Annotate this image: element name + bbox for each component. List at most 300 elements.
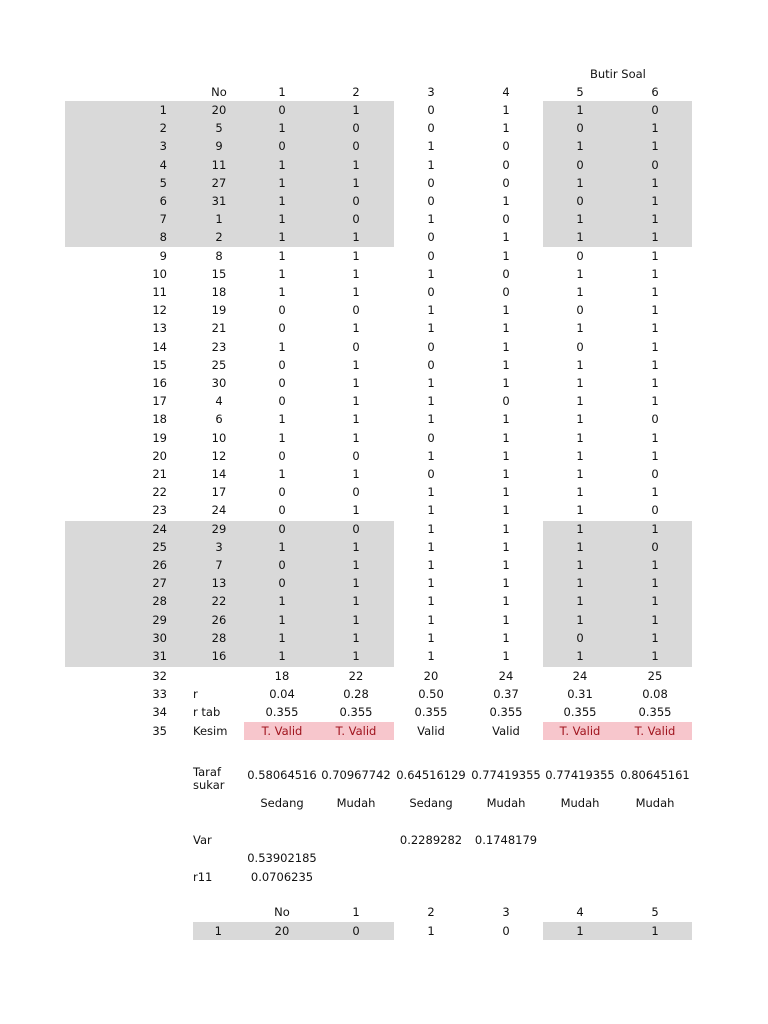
score-cell: 1 bbox=[651, 266, 659, 281]
student-no: 13 bbox=[211, 576, 227, 591]
score-cell: 0 bbox=[427, 175, 435, 190]
row-number: 6 bbox=[159, 194, 167, 208]
score-cell: 1 bbox=[502, 121, 510, 136]
score-cell: 0 bbox=[502, 139, 510, 154]
student-no: 31 bbox=[211, 194, 227, 208]
score-cell: 1 bbox=[576, 503, 584, 518]
score-cell: 1 bbox=[502, 576, 510, 591]
score-cell: 1 bbox=[576, 539, 584, 554]
score-cell: 1 bbox=[576, 430, 584, 445]
row-number: 18 bbox=[152, 412, 167, 427]
row-number: 27 bbox=[152, 576, 167, 591]
score-cell: 0 bbox=[352, 139, 360, 154]
score-cell: 1 bbox=[278, 266, 286, 281]
difficulty-value: 0.77419355 bbox=[545, 768, 615, 782]
score-cell: 1 bbox=[651, 121, 659, 136]
row-number: 28 bbox=[152, 594, 167, 609]
bottom-no-header: No bbox=[274, 905, 290, 919]
score-cell: 1 bbox=[278, 157, 286, 172]
student-no: 6 bbox=[215, 412, 223, 427]
score-cell: 1 bbox=[352, 594, 360, 609]
difficulty-value: 0.64516129 bbox=[396, 768, 466, 782]
score-cell: 1 bbox=[427, 503, 435, 518]
row-number: 3 bbox=[159, 139, 167, 154]
score-cell: 0 bbox=[278, 503, 286, 518]
taraf-label-line1: Taraf bbox=[193, 765, 221, 779]
score-cell: 1 bbox=[352, 503, 360, 518]
row-number: 1 bbox=[159, 103, 167, 117]
difficulty-category: Mudah bbox=[560, 796, 600, 810]
score-cell: 1 bbox=[278, 412, 286, 427]
validity-cell: T. Valid bbox=[634, 724, 676, 738]
score-cell: 1 bbox=[278, 212, 286, 227]
student-no: 27 bbox=[211, 175, 227, 190]
student-no: 30 bbox=[211, 376, 227, 390]
student-no: 24 bbox=[211, 503, 227, 518]
score-cell: 1 bbox=[427, 266, 435, 281]
validity-cell: T. Valid bbox=[335, 724, 377, 738]
score-cell: 0 bbox=[352, 303, 360, 318]
score-cell: 0 bbox=[278, 394, 286, 409]
score-cell: 1 bbox=[651, 448, 659, 463]
score-cell: 0 bbox=[427, 339, 435, 354]
score-cell: 0 bbox=[427, 230, 435, 245]
score-cell: 1 bbox=[502, 521, 510, 536]
butir-soal-header: Butir Soal bbox=[590, 67, 646, 81]
r-value: 0.28 bbox=[343, 687, 369, 701]
score-cell: 1 bbox=[427, 394, 435, 409]
item-number-header: 2 bbox=[352, 85, 360, 99]
student-no: 22 bbox=[211, 594, 227, 609]
score-cell: 1 bbox=[576, 467, 584, 481]
student-no: 21 bbox=[211, 321, 227, 336]
score-cell: 1 bbox=[427, 521, 435, 536]
score-cell: 1 bbox=[352, 412, 360, 427]
row-number: 10 bbox=[152, 266, 167, 281]
r11-value: 0.0706235 bbox=[250, 870, 314, 884]
score-cell: 0 bbox=[576, 630, 584, 645]
student-no: 1 bbox=[215, 212, 223, 227]
no-column-header: No bbox=[211, 85, 227, 99]
score-cell: 0 bbox=[352, 121, 360, 136]
score-cell: 1 bbox=[576, 212, 584, 227]
score-cell: 0 bbox=[502, 212, 510, 227]
score-cell: 0 bbox=[352, 212, 360, 227]
score-cell: 0 bbox=[427, 430, 435, 445]
row-number: 11 bbox=[152, 285, 167, 299]
score-cell: 0 bbox=[352, 448, 360, 463]
rtab-value: 0.355 bbox=[638, 705, 672, 719]
var-sum: 0.53902185 bbox=[247, 851, 317, 865]
score-cell: 1 bbox=[651, 321, 659, 336]
score-cell: 1 bbox=[576, 357, 584, 372]
row-number: 34 bbox=[152, 705, 167, 719]
score-cell: 1 bbox=[278, 175, 286, 190]
row-number: 23 bbox=[152, 503, 167, 518]
rtab-value: 0.355 bbox=[563, 705, 597, 719]
score-cell: 1 bbox=[651, 576, 659, 591]
score-cell: 1 bbox=[576, 558, 584, 572]
score-cell: 1 bbox=[278, 539, 286, 554]
score-cell: 0 bbox=[427, 357, 435, 372]
score-cell: 1 bbox=[502, 339, 510, 354]
item-number-header: 5 bbox=[576, 85, 584, 99]
score-cell: 0 bbox=[576, 157, 584, 172]
score-cell: 1 bbox=[576, 485, 584, 500]
score-cell: 1 bbox=[651, 248, 659, 263]
var-value-3: 0.2289282 bbox=[399, 833, 463, 847]
score-cell: 0 bbox=[651, 412, 659, 427]
score-cell: 1 bbox=[278, 230, 286, 245]
score-cell: 0 bbox=[278, 576, 286, 591]
row-number: 9 bbox=[159, 248, 167, 263]
score-cell: 1 bbox=[651, 357, 659, 372]
student-no: 20 bbox=[211, 103, 227, 117]
score-cell: 1 bbox=[576, 448, 584, 463]
row-number: 7 bbox=[159, 212, 167, 227]
score-cell: 1 bbox=[427, 321, 435, 336]
score-cell: 1 bbox=[427, 303, 435, 318]
student-no: 18 bbox=[211, 285, 227, 299]
score-cell: 1 bbox=[576, 139, 584, 154]
score-cell: 1 bbox=[427, 376, 435, 390]
score-cell: 1 bbox=[651, 485, 659, 500]
score-cell: 1 bbox=[352, 357, 360, 372]
score-cell: 1 bbox=[651, 612, 659, 627]
bottom-item-header: 3 bbox=[502, 905, 510, 919]
row-number: 19 bbox=[152, 430, 167, 445]
score-cell: 1 bbox=[427, 649, 435, 663]
row-number: 24 bbox=[152, 521, 167, 536]
score-cell: 0 bbox=[278, 103, 286, 117]
score-cell: 0 bbox=[502, 266, 510, 281]
kesim-label: Kesim bbox=[193, 724, 228, 738]
rtab-value: 0.355 bbox=[489, 705, 523, 719]
score-cell: 0 bbox=[278, 376, 286, 390]
r-value: 0.50 bbox=[418, 687, 444, 701]
bottom-score-cell: 1 bbox=[576, 924, 584, 938]
score-cell: 1 bbox=[278, 285, 286, 299]
bottom-student-no: 20 bbox=[274, 924, 290, 938]
row-number: 4 bbox=[159, 157, 167, 172]
row-number: 2 bbox=[159, 121, 167, 136]
bottom-score-cell: 1 bbox=[427, 924, 435, 938]
score-cell: 1 bbox=[651, 376, 659, 390]
score-cell: 1 bbox=[502, 485, 510, 500]
rtab-value: 0.355 bbox=[414, 705, 448, 719]
validity-cell: T. Valid bbox=[559, 724, 601, 738]
row-number: 22 bbox=[152, 485, 167, 500]
row-number: 12 bbox=[152, 303, 167, 318]
rtab-label: r tab bbox=[193, 705, 221, 719]
score-cell: 0 bbox=[576, 194, 584, 208]
bottom-score-cell: 0 bbox=[352, 924, 360, 938]
score-cell: 1 bbox=[427, 612, 435, 627]
score-cell: 1 bbox=[352, 630, 360, 645]
score-cell: 0 bbox=[352, 339, 360, 354]
score-cell: 0 bbox=[502, 285, 510, 299]
score-cell: 1 bbox=[651, 430, 659, 445]
difficulty-category: Mudah bbox=[635, 796, 675, 810]
score-cell: 1 bbox=[651, 394, 659, 409]
score-cell: 0 bbox=[278, 357, 286, 372]
score-cell: 1 bbox=[352, 467, 360, 481]
row-number: 5 bbox=[159, 175, 167, 190]
score-cell: 0 bbox=[576, 303, 584, 318]
student-no: 28 bbox=[211, 630, 227, 645]
student-no: 7 bbox=[215, 558, 223, 572]
row-number: 14 bbox=[152, 339, 167, 354]
score-cell: 1 bbox=[502, 448, 510, 463]
score-cell: 0 bbox=[576, 121, 584, 136]
score-cell: 1 bbox=[651, 230, 659, 245]
score-cell: 1 bbox=[502, 230, 510, 245]
rtab-value: 0.355 bbox=[265, 705, 299, 719]
score-cell: 1 bbox=[502, 430, 510, 445]
score-cell: 1 bbox=[576, 412, 584, 427]
score-cell: 1 bbox=[576, 521, 584, 536]
score-cell: 1 bbox=[352, 394, 360, 409]
score-cell: 1 bbox=[427, 558, 435, 572]
score-cell: 1 bbox=[576, 175, 584, 190]
score-cell: 0 bbox=[427, 194, 435, 208]
student-no: 4 bbox=[215, 394, 223, 409]
row-number: 15 bbox=[152, 357, 167, 372]
score-cell: 1 bbox=[352, 576, 360, 591]
score-cell: 0 bbox=[278, 558, 286, 572]
score-cell: 1 bbox=[352, 103, 360, 117]
student-no: 5 bbox=[215, 121, 223, 136]
score-cell: 0 bbox=[651, 103, 659, 117]
difficulty-value: 0.70967742 bbox=[321, 768, 391, 782]
score-cell: 1 bbox=[576, 394, 584, 409]
r-value: 0.37 bbox=[493, 687, 519, 701]
score-cell: 1 bbox=[352, 430, 360, 445]
difficulty-value: 0.77419355 bbox=[471, 768, 541, 782]
score-cell: 0 bbox=[502, 175, 510, 190]
score-cell: 1 bbox=[502, 612, 510, 627]
score-cell: 1 bbox=[576, 285, 584, 299]
difficulty-category: Sedang bbox=[409, 796, 453, 810]
score-cell: 0 bbox=[576, 339, 584, 354]
score-cell: 1 bbox=[427, 576, 435, 591]
score-cell: 1 bbox=[651, 139, 659, 154]
row-number: 26 bbox=[152, 558, 167, 572]
score-cell: 1 bbox=[427, 485, 435, 500]
student-no: 16 bbox=[211, 649, 227, 663]
student-no: 26 bbox=[211, 612, 227, 627]
taraf-label-line2: sukar bbox=[193, 778, 225, 792]
score-cell: 0 bbox=[278, 521, 286, 536]
total-cell: 25 bbox=[647, 669, 663, 683]
score-cell: 0 bbox=[651, 539, 659, 554]
row-number: 21 bbox=[152, 467, 167, 481]
score-cell: 0 bbox=[576, 248, 584, 263]
score-cell: 1 bbox=[278, 430, 286, 445]
validity-cell: T. Valid bbox=[261, 724, 303, 738]
student-no: 3 bbox=[215, 539, 223, 554]
item-number-header: 6 bbox=[651, 85, 659, 99]
score-cell: 1 bbox=[352, 558, 360, 572]
score-cell: 1 bbox=[576, 594, 584, 609]
student-no: 12 bbox=[211, 448, 227, 463]
item-number-header: 3 bbox=[427, 85, 435, 99]
score-cell: 1 bbox=[352, 266, 360, 281]
row-number: 29 bbox=[152, 612, 167, 627]
score-cell: 0 bbox=[352, 521, 360, 536]
student-no: 8 bbox=[215, 248, 223, 263]
score-cell: 0 bbox=[427, 248, 435, 263]
score-cell: 1 bbox=[278, 121, 286, 136]
score-cell: 0 bbox=[502, 157, 510, 172]
row-number: 17 bbox=[152, 394, 167, 409]
total-cell: 24 bbox=[498, 669, 514, 683]
score-cell: 1 bbox=[278, 194, 286, 208]
student-no: 19 bbox=[211, 303, 227, 318]
bottom-row-number: 1 bbox=[214, 924, 222, 938]
score-cell: 1 bbox=[651, 594, 659, 609]
score-cell: 1 bbox=[502, 467, 510, 481]
score-cell: 1 bbox=[502, 594, 510, 609]
score-cell: 1 bbox=[427, 412, 435, 427]
score-cell: 1 bbox=[502, 103, 510, 117]
student-no: 11 bbox=[211, 157, 227, 172]
score-cell: 1 bbox=[576, 612, 584, 627]
row-number: 20 bbox=[152, 448, 167, 463]
score-cell: 1 bbox=[278, 467, 286, 481]
score-cell: 1 bbox=[502, 558, 510, 572]
student-no: 2 bbox=[215, 230, 223, 245]
score-cell: 1 bbox=[278, 612, 286, 627]
score-cell: 1 bbox=[427, 630, 435, 645]
score-cell: 1 bbox=[427, 212, 435, 227]
score-cell: 0 bbox=[352, 485, 360, 500]
row-number: 35 bbox=[152, 724, 167, 738]
validity-cell: Valid bbox=[417, 724, 445, 738]
difficulty-value: 0.80645161 bbox=[620, 768, 690, 782]
score-cell: 1 bbox=[651, 521, 659, 536]
score-cell: 1 bbox=[352, 248, 360, 263]
score-cell: 1 bbox=[278, 248, 286, 263]
score-cell: 1 bbox=[427, 448, 435, 463]
bottom-item-header: 5 bbox=[651, 905, 659, 919]
score-cell: 1 bbox=[427, 539, 435, 554]
bottom-item-header: 2 bbox=[427, 905, 435, 919]
score-cell: 1 bbox=[278, 594, 286, 609]
score-cell: 1 bbox=[502, 194, 510, 208]
score-cell: 1 bbox=[651, 285, 659, 299]
item-number-header: 4 bbox=[502, 85, 510, 99]
score-cell: 1 bbox=[352, 230, 360, 245]
score-cell: 1 bbox=[352, 539, 360, 554]
score-cell: 1 bbox=[352, 376, 360, 390]
score-cell: 0 bbox=[278, 448, 286, 463]
r-value: 0.31 bbox=[567, 687, 593, 701]
score-cell: 1 bbox=[352, 285, 360, 299]
item-number-header: 1 bbox=[278, 85, 286, 99]
score-cell: 0 bbox=[278, 303, 286, 318]
score-cell: 0 bbox=[278, 321, 286, 336]
validity-cell: Valid bbox=[492, 724, 520, 738]
score-cell: 1 bbox=[502, 649, 510, 663]
score-cell: 1 bbox=[502, 321, 510, 336]
score-cell: 1 bbox=[651, 339, 659, 354]
score-cell: 1 bbox=[502, 539, 510, 554]
score-cell: 0 bbox=[427, 121, 435, 136]
score-cell: 1 bbox=[651, 175, 659, 190]
total-cell: 22 bbox=[348, 669, 364, 683]
score-cell: 0 bbox=[651, 157, 659, 172]
score-cell: 1 bbox=[651, 303, 659, 318]
score-cell: 1 bbox=[576, 103, 584, 117]
total-cell: 20 bbox=[423, 669, 439, 683]
score-cell: 0 bbox=[651, 467, 659, 481]
student-no: 9 bbox=[215, 139, 223, 154]
var-label: Var bbox=[193, 833, 212, 847]
score-cell: 1 bbox=[502, 503, 510, 518]
student-no: 10 bbox=[211, 430, 227, 445]
score-cell: 0 bbox=[427, 467, 435, 481]
score-cell: 0 bbox=[278, 139, 286, 154]
bottom-score-cell: 1 bbox=[651, 924, 659, 938]
score-cell: 1 bbox=[576, 266, 584, 281]
row-number: 30 bbox=[152, 630, 167, 645]
row-number: 31 bbox=[152, 649, 167, 663]
score-cell: 0 bbox=[502, 394, 510, 409]
score-cell: 1 bbox=[278, 649, 286, 663]
student-no: 14 bbox=[211, 467, 227, 481]
score-cell: 1 bbox=[576, 321, 584, 336]
score-cell: 1 bbox=[502, 630, 510, 645]
score-cell: 1 bbox=[576, 649, 584, 663]
score-cell: 0 bbox=[278, 485, 286, 500]
r-value: 0.04 bbox=[269, 687, 295, 701]
bottom-score-cell: 0 bbox=[502, 924, 510, 938]
total-cell: 24 bbox=[572, 669, 588, 683]
score-cell: 1 bbox=[278, 630, 286, 645]
score-cell: 0 bbox=[427, 285, 435, 299]
score-cell: 1 bbox=[576, 376, 584, 390]
score-cell: 1 bbox=[502, 412, 510, 427]
student-no: 15 bbox=[211, 266, 227, 281]
student-no: 25 bbox=[211, 357, 227, 372]
rtab-value: 0.355 bbox=[339, 705, 373, 719]
score-cell: 1 bbox=[427, 139, 435, 154]
row-number: 25 bbox=[152, 539, 167, 554]
row-number: 8 bbox=[159, 230, 167, 245]
student-no: 17 bbox=[211, 485, 227, 500]
score-cell: 1 bbox=[352, 612, 360, 627]
score-cell: 1 bbox=[427, 157, 435, 172]
bottom-item-header: 4 bbox=[576, 905, 584, 919]
score-cell: 1 bbox=[502, 357, 510, 372]
r-value: 0.08 bbox=[642, 687, 668, 701]
difficulty-category: Sedang bbox=[260, 796, 304, 810]
score-cell: 1 bbox=[502, 248, 510, 263]
difficulty-category: Mudah bbox=[486, 796, 526, 810]
score-cell: 1 bbox=[352, 649, 360, 663]
score-cell: 0 bbox=[427, 103, 435, 117]
var-value-4: 0.1748179 bbox=[474, 833, 538, 847]
score-cell: 1 bbox=[427, 594, 435, 609]
score-cell: 1 bbox=[651, 558, 659, 572]
r11-label: r11 bbox=[193, 870, 213, 884]
difficulty-category: Mudah bbox=[336, 796, 376, 810]
score-cell: 0 bbox=[352, 194, 360, 208]
score-cell: 1 bbox=[651, 630, 659, 645]
row-number: 32 bbox=[152, 669, 167, 683]
score-cell: 1 bbox=[352, 321, 360, 336]
